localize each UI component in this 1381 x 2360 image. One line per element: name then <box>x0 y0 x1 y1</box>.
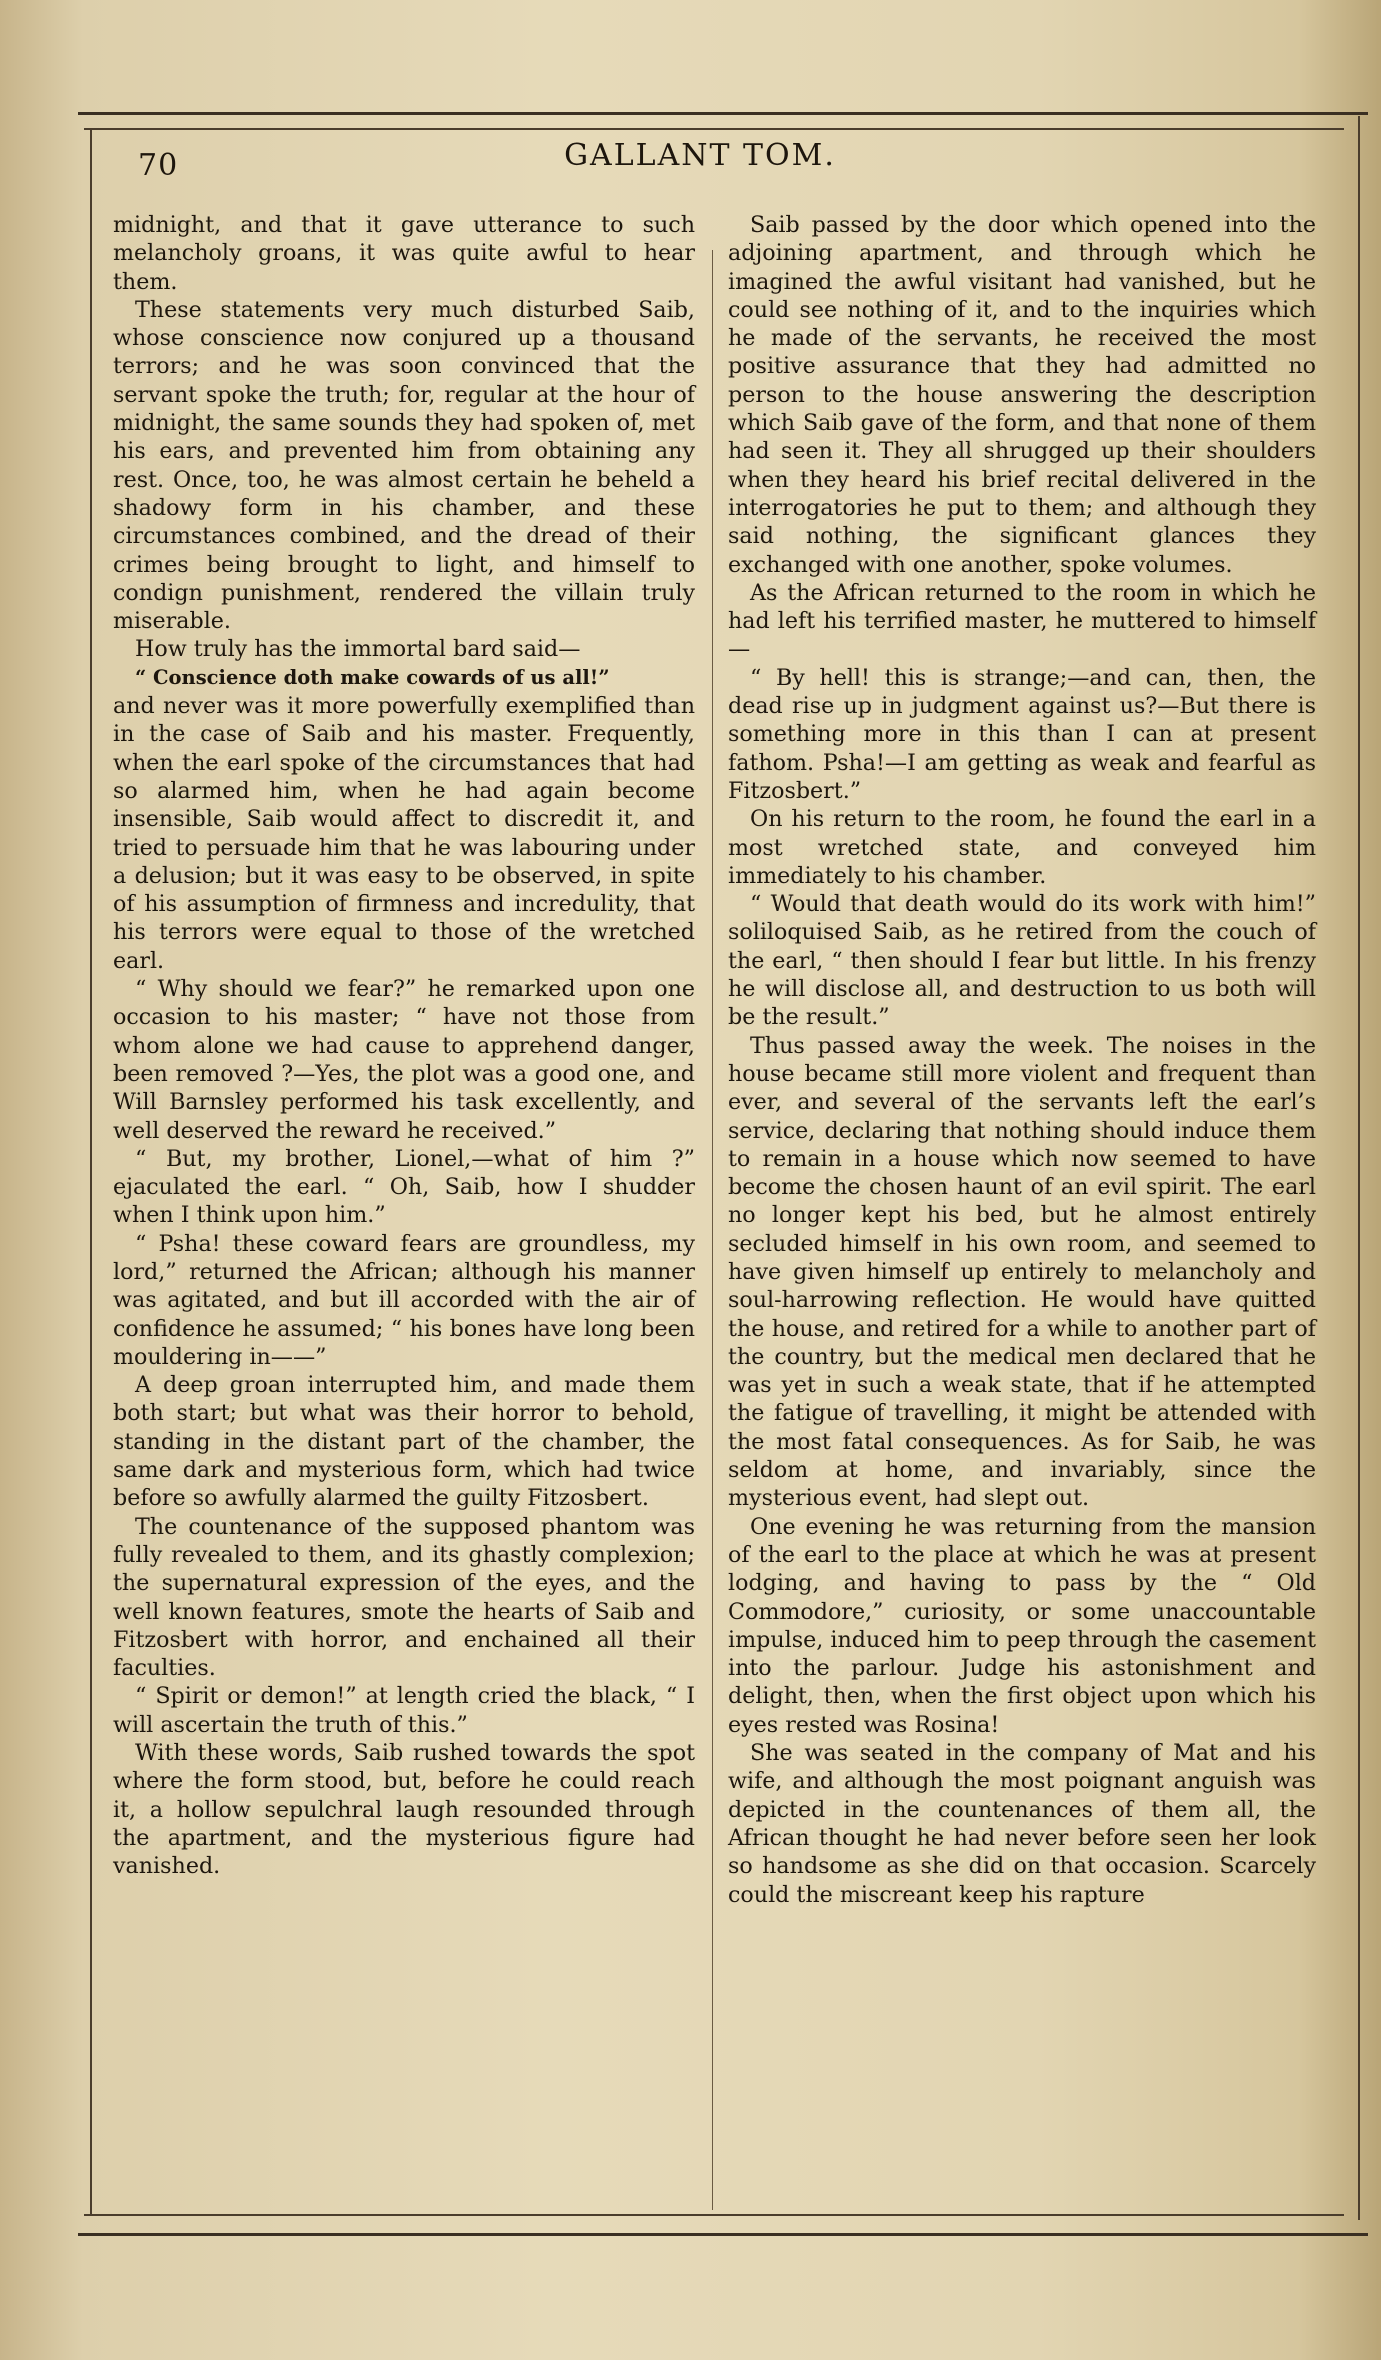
paragraph: Saib passed by the door which opened into the adjoining apartment, and through which he imagined the awful visitant had vanished, but he could see nothing of it, and to the inquiries which he made of the servants, he received the most positive assurance that they had admitted no person to the house answering the description which Saib gave of the form, and that none of them had seen it. They all shrugged up their shoulders when they heard his brief recital delivered in the interrogatories he put to them; and although they said nothing, the significant glances they exchanged with one another, spoke volumes. <box>728 212 1316 578</box>
paragraph: “ Why should we fear?” he remarked upon one occasion to his master; “ have not those from whom alone we had cause to apprehend danger, been removed ?—Yes, the plot was a good one, and Will Barnsley performed his task excellently, and well deserved the reward he received.” <box>113 976 695 1144</box>
paragraph: “ Spirit or demon!” at length cried the black, “ I will ascertain the truth of this.” <box>113 1683 695 1738</box>
paragraph: A deep groan interrupted him, and made them both start; but what was their horror to behold, standing in the distant part of the chamber, the same dark and mysterious form, which had twice before so awfully alarmed the guilty Fitzosbert. <box>113 1372 695 1512</box>
paragraph: These statements very much disturbed Saib, whose conscience now conjured up a thousand terrors; and he was soon convinced that the servant spoke the truth; for, regular at the hour of midnight, the same sounds they had spoken of, met his ears, and prevented him from obtaining any rest. Once, too, he was almost certain he beheld a shadowy form in his chamber, and these circumstances combined, and the dread of their crimes being brought to light, and himself to condign punishment, rendered the villain truly miserable. <box>113 296 695 635</box>
paragraph: Thus passed away the week. The noises in the house became still more violent and frequent than ever, and several of the servants left the earl’s service, declaring that nothing should induce them to remain in a house which now seemed to have become the chosen haunt of an evil spirit. The earl no longer kept his bed, but he almost entirely secluded himself in his own room, and seemed to have given himself up entirely to melancholy and soul-harrowing reflection. He would have quitted the house, and retired for a while to another part of the country, but the medical men declared that he was yet in such a weak state, that if he attempted the fatigue of travelling, it might be attended with the most fatal consequences. As for Saib, he was seldom at home, and invariably, since the mysterious event, had slept out. <box>728 1032 1316 1512</box>
footer-rule <box>84 2214 1344 2216</box>
paragraph: “ But, my brother, Lionel,—what of him ?” ejaculated the earl. “ Oh, Saib, how I shudder when I think upon him.” <box>113 1145 695 1229</box>
column-divider <box>712 250 713 2210</box>
paragraph: One evening he was returning from the mansion of the earl to the place at which he was at present lodging, and having to pass by the “ Old Commodore,” curiosity, or some unaccountable impulse, induced him to peep through the casement into the parlour. Judge his astonishment and delight, then, when the first object upon which his eyes rested was Rosina! <box>728 1513 1316 1738</box>
page-number: 70 <box>138 148 179 183</box>
paragraph: She was seated in the company of Mat and his wife, and although the most poignant anguish was depicted in the countenances of them all, the African thought he had never before seen her look so handsome as she did on that occasion. Scarcely could the miscreant keep his rapture <box>728 1740 1316 1908</box>
right-border-rule <box>1358 116 1360 2220</box>
paragraph: How truly has the immortal bard said— <box>135 636 581 663</box>
paragraph: “ Would that death would do its work with him!” soliloquised Saib, as he retired from the couch of the earl, “ then should I fear but little. In his frenzy he will disclose all, and destruction to us both will be the result.” <box>728 891 1316 1031</box>
paragraph: On his return to the room, he found the earl in a most wretched state, and conveyed him immediately to his chamber. <box>728 806 1316 889</box>
left-column <box>113 211 695 1881</box>
header-rule <box>84 128 1344 130</box>
paragraph: midnight, and that it gave utterance to such melancholy groans, it was quite awful to hear them. <box>113 212 695 295</box>
right-column <box>728 211 1316 1909</box>
paragraph: With these words, Saib rushed towards the spot where the form stood, but, before he could reach it, a hollow sepulchral laugh resounded through the apartment, and the mysterious figure had vanished. <box>113 1740 695 1880</box>
paragraph: and never was it more powerfully exemplified than in the case of Saib and his master. Frequently, when the earl spoke of the circumstances that had so alarmed him, when he had again become insensible, Saib would affect to discredit it, and tried to persuade him that he was labouring under a delusion; but it was easy to be observed, in spite of his assumption of firmness and incredulity, that his terrors were equal to those of the wretched earl. <box>113 693 695 974</box>
paragraph: “ Conscience doth make cowards of us all!” <box>135 665 610 689</box>
running-title: GALLANT TOM. <box>564 138 836 173</box>
paragraph: “ By hell! this is strange;—and can, then, the dead rise up in judgment against us?—But there is something more in this than I can at present fathom. Psha!—I am getting as weak and fearful as Fitzosbert.” <box>728 664 1316 804</box>
paragraph: “ Psha! these coward fears are groundless, my lord,” returned the African; although his manner was agitated, and but ill accorded with the air of confidence he assumed; “ his bones have long been mouldering in——” <box>113 1230 695 1370</box>
paragraph: The countenance of the supposed phantom was fully revealed to them, and its ghastly complexion; the supernatural expression of the eyes, and the well known features, smote the hearts of Saib and Fitzosbert with horror, and enchained all their faculties. <box>113 1513 695 1682</box>
left-border-rule <box>90 130 92 2216</box>
paragraph: As the African returned to the room in which he had left his terrified master, he muttered to himself— <box>728 579 1316 663</box>
